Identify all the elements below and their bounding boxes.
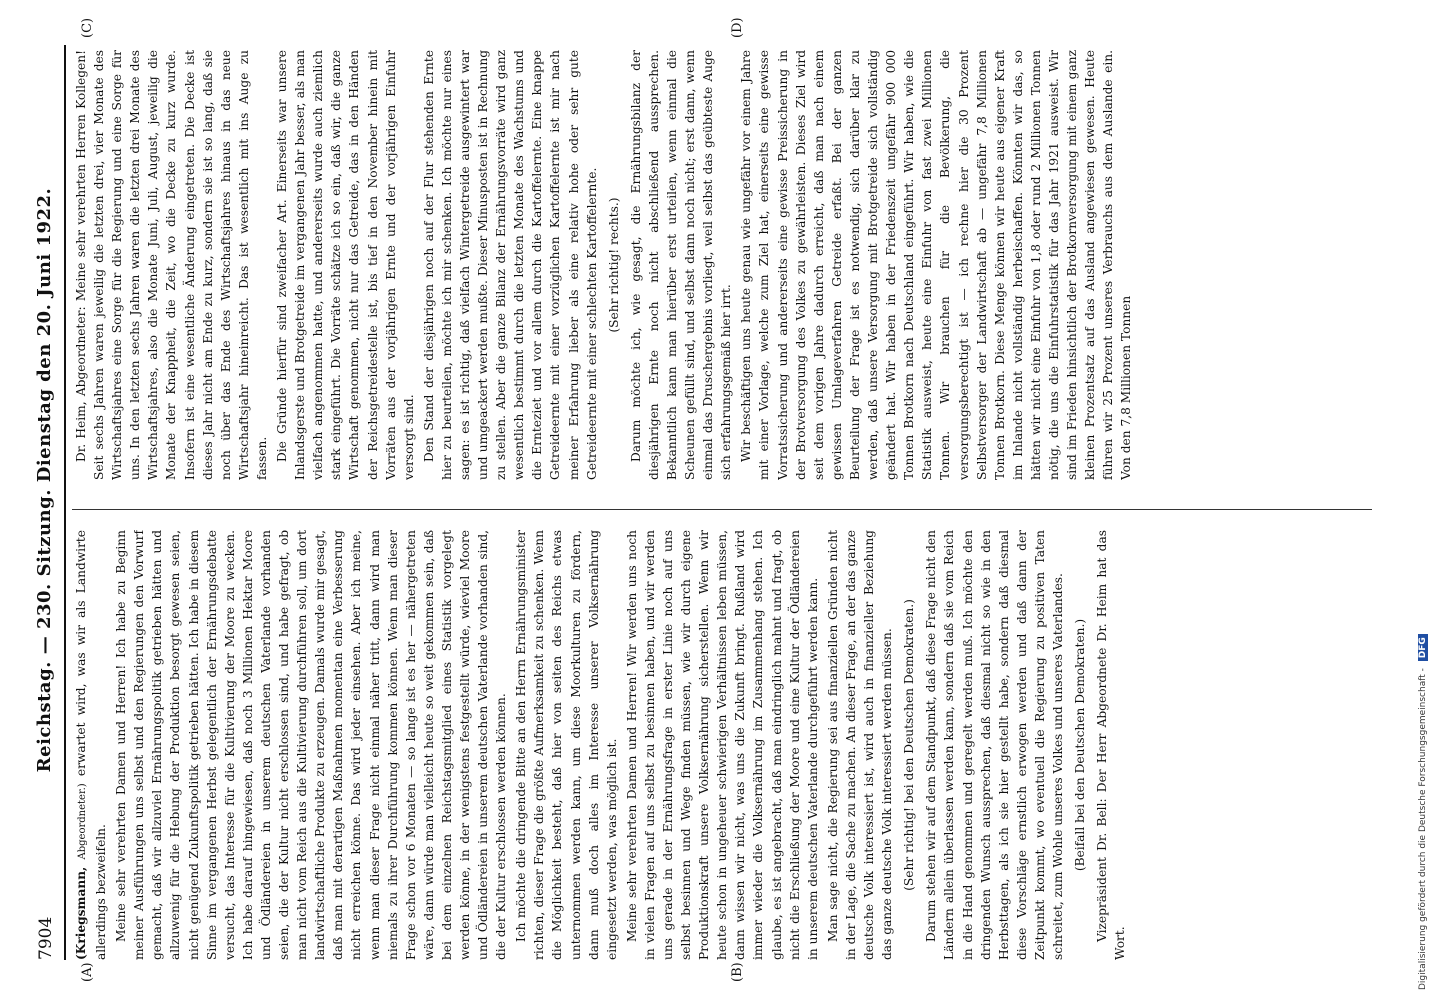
interjection: (Sehr richtig! rechts.) [606, 197, 621, 333]
paragraph: Den Stand der diesjährigen noch auf der Flur stehenden Ernte hier zu beurteilen, möchte ich mir schenken. Ich möchte nur eines sagen: es ist richtig, daß vielfach Wintergetreide ausgewintert war und umgeackert werden mußte. Dieser Minusposten ist in Rechnung zu stellen. Aber die ganze Bilanz der Ernährungsvorräte wird ganz wesentlich bestimmt durch die letzten Monate des Wachstums und die Ernteziet und vor allem durch die Kartoffelernte. Eine knappe Getreideernte mit einer vorzüglichen Kartoffelernte ist mir nach meiner Erfahrung lieber als eine relativ hohe oder sehr gute Getreideernte mit einer schlechten Kartoffelernte. [421, 50, 599, 480]
paragraph: Die Gründe hierfür sind zweifacher Art. Einerseits war unsere Inlandsgerste und Brotgetreide im vergangenen Jahr besser, als man vielfach angenommen hatte, und andererseits wurde auch ziemlich stark eingeführt. Die Vorräte schätze ich so ein, daß wir, die ganze Wirtschaft genommen, nicht nur das Getreide, das in den Händen der Reichsgetreidestelle ist, bis tief in den November hinein mit Vorräten aus der vorjährigen Ernte und der vorjährigen Einfuhr versorgt sind. [275, 50, 416, 480]
paragraph: Ich möchte die dringende Bitte an den Herrn Ernährungsminister richten, dieser Frage die größte Aufmerksamkeit zu schenken. Wenn die Möglichkeit besteht, daß hier von seiten des Reichs etwas unternommen werden kann, um diese Moorkulturen zu fördern, dann muß doch alles im Interesse unserer Volksernährung eingesetzt werden, was möglich ist. [514, 530, 619, 960]
paragraph: Darum stehen wir auf dem Standpunkt, daß diese Frage nicht den Ländern allein überlassen werden kann, sondern daß sie vom Reich in die Hand genommen und geregelt werden muß. Ich möchte den dringenden Wunsch aussprechen, daß diesmal nicht so wie in den Herbsttagen, als ich sie hier gestellt habe, sondern daß diesmal diese Vorschläge ernstlich erwogen werden und daß dann der Zeitpunkt kommt, wo eventuell die Regierung zu positiven Taten schreitet, zum Wohle unseres Volkes und unseres Vaterlandes. [924, 530, 1065, 960]
margin-marker-a: (A) [80, 962, 95, 982]
column-divider [72, 509, 1372, 510]
speaker-role: Abgeordneter.) [77, 783, 88, 860]
paragraph: Meine sehr verehrten Damen und Herren! Wir werden uns noch in vielen Fragen auf uns selbst zu besinnen haben, und wir werden uns gerade in der Ernährungsfrage in erster Linie noch auf uns selbst besinnen und Wege finden müssen, wie wir durch eigene Produktionskraft unsere Volksernährung sicherstellen. Wenn wir heute schon in ungeheuer schwierigen Verhältnissen leben müssen, dann wissen wir nicht, was uns die Zukunft bringt. Rußland wird immer wieder die Volksernährung im Zusammenhang stehen. Ich glaube, es ist angebracht, daß man eindringlich mahnt und fragt, ob nicht die Erschließung der Moore und eine Kultur der Ödländereien in unserem deutschen Vaterlande durchgeführt werden kann. [624, 530, 820, 960]
left-column [72, 530, 1372, 960]
page-number: 7904 [36, 916, 56, 960]
right-column [72, 50, 1372, 480]
paragraph: Dr. Heim, Abgeordneter: Meine sehr verehrten Herren Kollegen! Seit sechs Jahren waren jeweilig die letzten drei, vier Monate des Wirtschaftsjahres eine Sorge für die Regierung und eine Sorge für uns. In den letzten sechs Jahren waren die letzten drei Monate des Wirtschaftsjahres, also die Monate Juni, Juli, August, jeweilig die Monate der Knappheit, die Zeit, wo die Decke zu kurz wurde. Insofern ist eine wesentliche Änderung eingetreten. Die Decke ist dieses Jahr nicht am Ende zu kurz, sondern sie ist so lang, daß sie noch über das Ende des Wirtschaftsjahres hinaus in das neue Wirtschaftsjahr hineinreicht. Das ist wesentlich mit ins Auge zu fassen. [74, 50, 269, 480]
paragraph: Meine sehr verehrten Damen und Herren! Ich habe zu Beginn meiner Ausführungen uns selbst und den Regierungen den Vorwurf gemacht, daß wir allzuviel Ernährungspolitik getrieben hätten und allzuwenig für die Hebung der Produktion besorgt gewesen seien, nicht genügend Zukunftspolitik getrieben hätten. Ich habe in diesem Sinne im vergangenen Herbst gelegentlich der Ernährungsdebatte versucht, das Interesse für die Kultivierung der Moore zu wecken. Ich habe darauf hingewiesen, daß noch 3 Millionen Hektar Moore und Ödländereien in unserem deutschen Vaterlande vorhanden seien, die der Kultur nicht erschlossen sind, und habe gefragt, ob man nicht vom Reich aus die Kultivierung durchführen soll, um dort landwirtschaftliche Produkte zu erzeugen. Damals wurde mir gesagt, daß man mit derartigen Maßnahmen momentan eine Verbesserung nicht erreichen könne. Das wird jeder einsehen. Aber ich meine, wenn man dieser Frage nicht einmal näher tritt, dann wird man niemals zu ihrer Durchführung kommen können. Wenn man dieser Frage schon vor 6 Monaten — so lange ist es her — nähergetreten wäre, dann würde man vielleicht heute so weit gekommen sein, daß bei dem einzelnen Reichstagsmitglied eines Statistik vorgelegt werden könne, in der wenigstens festgestellt würde, wieviel Moore und Ödländereien in unserem deutschen Vaterlande vorhanden sind, die der Kultur erschlossen werden können. [114, 530, 509, 960]
speaker-name: (Kriegsmann, [74, 866, 88, 960]
digitization-note: Digitalisierung gefördert durch die Deutsche Forschungsgemeinschaft - [1418, 668, 1428, 990]
paragraph: Vizepräsident Dr. Bell: Der Herr Abgeordnete Dr. Heim hat das Wort. [1095, 530, 1128, 960]
margin-marker-d: (D) [730, 17, 745, 38]
dfg-logo: DFG [1418, 634, 1428, 661]
interjection: (Sehr richtig! bei den Deutschen Demokraten.) [902, 599, 917, 891]
paragraph: Man sage nicht, die Regierung sei aus finanziellen Gründen nicht in der Lage, die Sache zu machen. An dieser Frage, an der das ganze deutsche Volk interessiert ist, wird auch in finanzieller Beziehung das ganze deutsche Volk interessiert werden müssen. [825, 530, 895, 960]
header-rule [64, 45, 66, 960]
interjection: (Beifall bei den Deutschen Demokraten.) [1073, 618, 1088, 872]
page-header [28, 45, 68, 960]
margin-marker-c: (C) [80, 17, 95, 38]
margin-marker-b: (B) [730, 962, 745, 982]
side-note [1418, 10, 1432, 990]
paragraph: Darum möchte ich, wie gesagt, die Ernährungsbilanz der diesjährigen Ernte noch nicht abschließend aussprechen. Bekanntlich kann man hierüber erst urteilen, wenn einmal die Scheunen gefüllt sind, und selbst dann noch nicht; erst dann, wenn einmal das Druschergebnis vorliegt, weil selbst das geübteste Auge sich erfahrungsgemäß hier irrt. [628, 50, 734, 480]
paragraph-text: erwartet wird, was wir als Landwirte allerdings bezweifeln. [74, 530, 109, 960]
paragraph [72, 530, 110, 960]
paragraph: Wir beschäftigen uns heute genau wie ungefähr vor einem Jahre mit einer Vorlage, welche zum Ziel hat, einerseits eine gewisse Vorratssicherung und andererseits eine gewisse Preissicherung in der Brotversorgung des Volkes zu gewährleisten. Dieses Ziel wird seit dem vorigen Jahre dadurch erreicht, daß man nach einem gewissen Umlageverfahren Getreide erfaßt. Bei der ganzen Beurteilung der Frage ist es notwendig, sich darüber klar zu werden, daß unsere Versorgung mit Brotgetreide sich vollständig geändert hat. Wir haben in der Friedenszeit ungefähr 900 000 Tonnen Brotkorn nach Deutschland eingeführt. Wir haben, wie die Statistik ausweist, heute eine Einfuhr von fast zwei Millionen Tonnen. Wir brauchen für die Bevölkerung, die versorgungsberechtigt ist — ich rechne hier die 30 Prozent Selbstversorger der Landwirtschaft ab — ungefähr 7,8 Millionen Tonnen Brotkorn. Diese Menge können wir heute aus eigener Kraft im Inlande nicht vollständig herbeischaffen. Könnten wir das, so hätten wir nicht eine Einfuhr von 1,8 oder rund 2 Millionen Tonnen nötig, die uns die Einfuhrstatistik für das Jahr 1921 ausweist. Wir sind im Frieden hinsichtlich der Brotkornversorgung mit einem ganz kleinen Prozentsatz auf das Ausland angewiesen gewesen. Heute führen wir 25 Prozent unseres Verbrauchs aus dem Auslande ein. Von den 7,8 Millionen Tonnen [739, 50, 1134, 480]
page-title: Reichstag. — 230. Sitzung. Dienstag den 20. Juni 1922. [34, 187, 55, 773]
